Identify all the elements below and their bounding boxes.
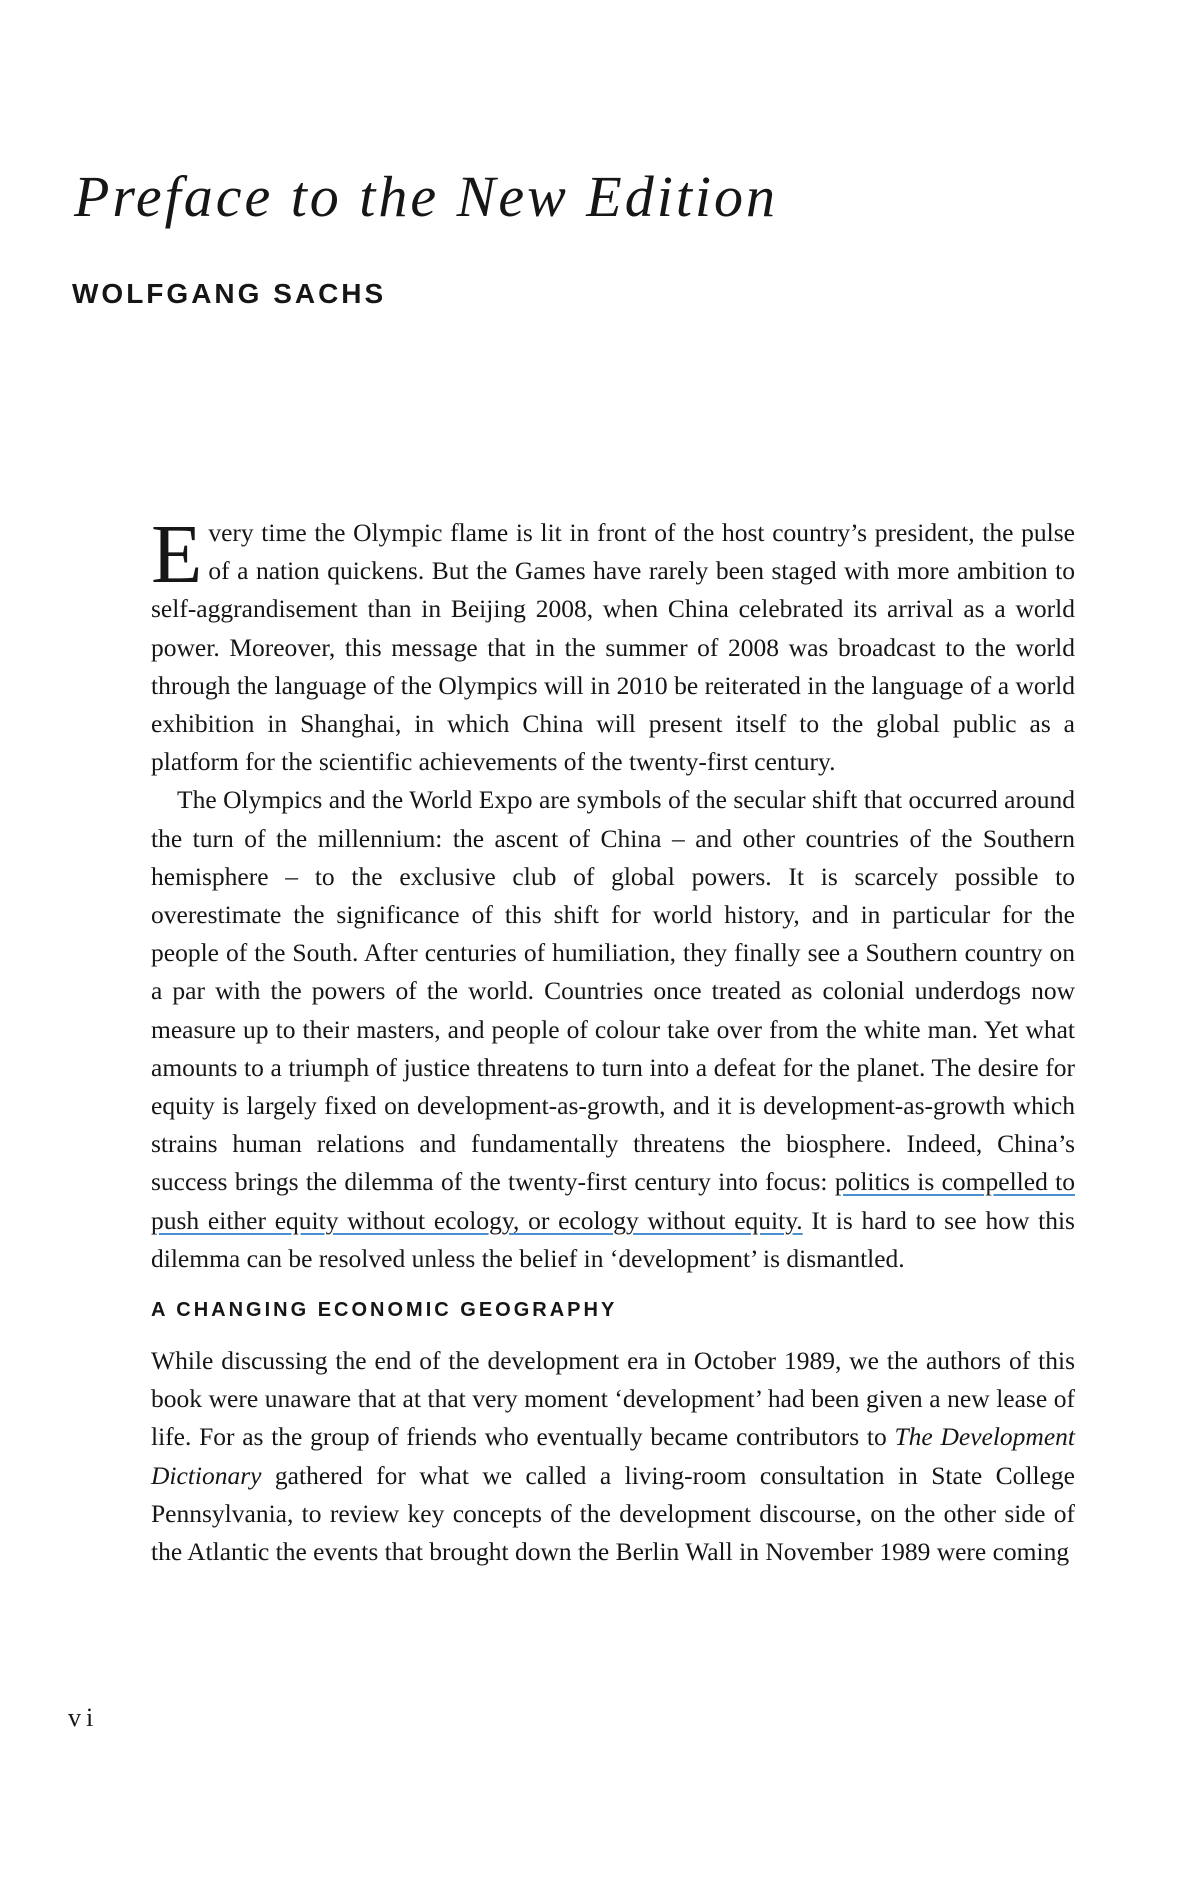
paragraph-1-text: very time the Olympic flame is lit in front of the host country’s president, the pulse of a nation quickens. But the Games have rarely been staged with more ambition to self-aggrandisement than in Beijing 2008, when China celebrated its arrival as a world power. Moreover, this message that in the summer of 2008 was broadcast to the world through the language of the Olympics will in 2010 be reiterated in the language of a world exhibition in Shanghai, in which China will present itself to the global public as a platform for the scientific achievements of the twenty-first century. [151,518,1075,777]
body-text [151,508,1075,1571]
highlighted-passage[interactable]: politics is compelled to push either equity without ecology, or ecology without equity. [151,1167,1075,1235]
drop-cap: E [151,508,203,601]
paragraph-3 [151,1342,1075,1571]
paragraph-1 [151,508,1075,781]
section-heading: A CHANGING ECONOMIC GEOGRAPHY [151,1299,618,1322]
paragraph-2 [151,781,1075,1278]
paragraph-3-text-after: gathered for what we called a living-room consultation in State College Pennsylvania, to review key concepts of the development discourse, on the other side of the Atlantic the events that brought down the Berlin Wall in November 1989 were coming [151,1460,1075,1567]
page-title: Preface to the New Edition [74,164,779,229]
book-title: The Development Dictionary [151,1422,1075,1490]
paragraph-2-text-after: It is hard to see how this dilemma can be resolved unless the belief in ‘development’ is dismantled. [151,1205,1075,1273]
paragraph-2-text-before: The Olympics and the World Expo are symbols of the secular shift that occurred around the turn of the millennium: the ascent of China – and other countries of the Southern hemisphere – to the exclusive club of global powers. It is scarcely possible to overestimate the significance of this shift for world history, and in particular for the people of the South. After centuries of humiliation, they finally see a Southern country on a par with the powers of the world. Countries once treated as colonial underdogs now measure up to their masters, and people of colour take over from the white man. Yet what amounts to a triumph of justice threatens to turn into a defeat for the planet. The desire for equity is largely fixed on development-as-growth, and it is development-as-growth which strains human relations and fundamentally threatens the biosphere. Indeed, China’s success brings the dilemma of the twenty-first century into focus: [151,785,1075,1197]
author-name: WOLFGANG SACHS [72,278,387,309]
page-number: vi [68,1703,99,1732]
paragraph-3-text-before: While discussing the end of the development era in October 1989, we the authors of this book were unaware that at that very moment ‘development’ had been given a new lease of life. For as the group of friends who eventually became contributors to [151,1346,1075,1452]
